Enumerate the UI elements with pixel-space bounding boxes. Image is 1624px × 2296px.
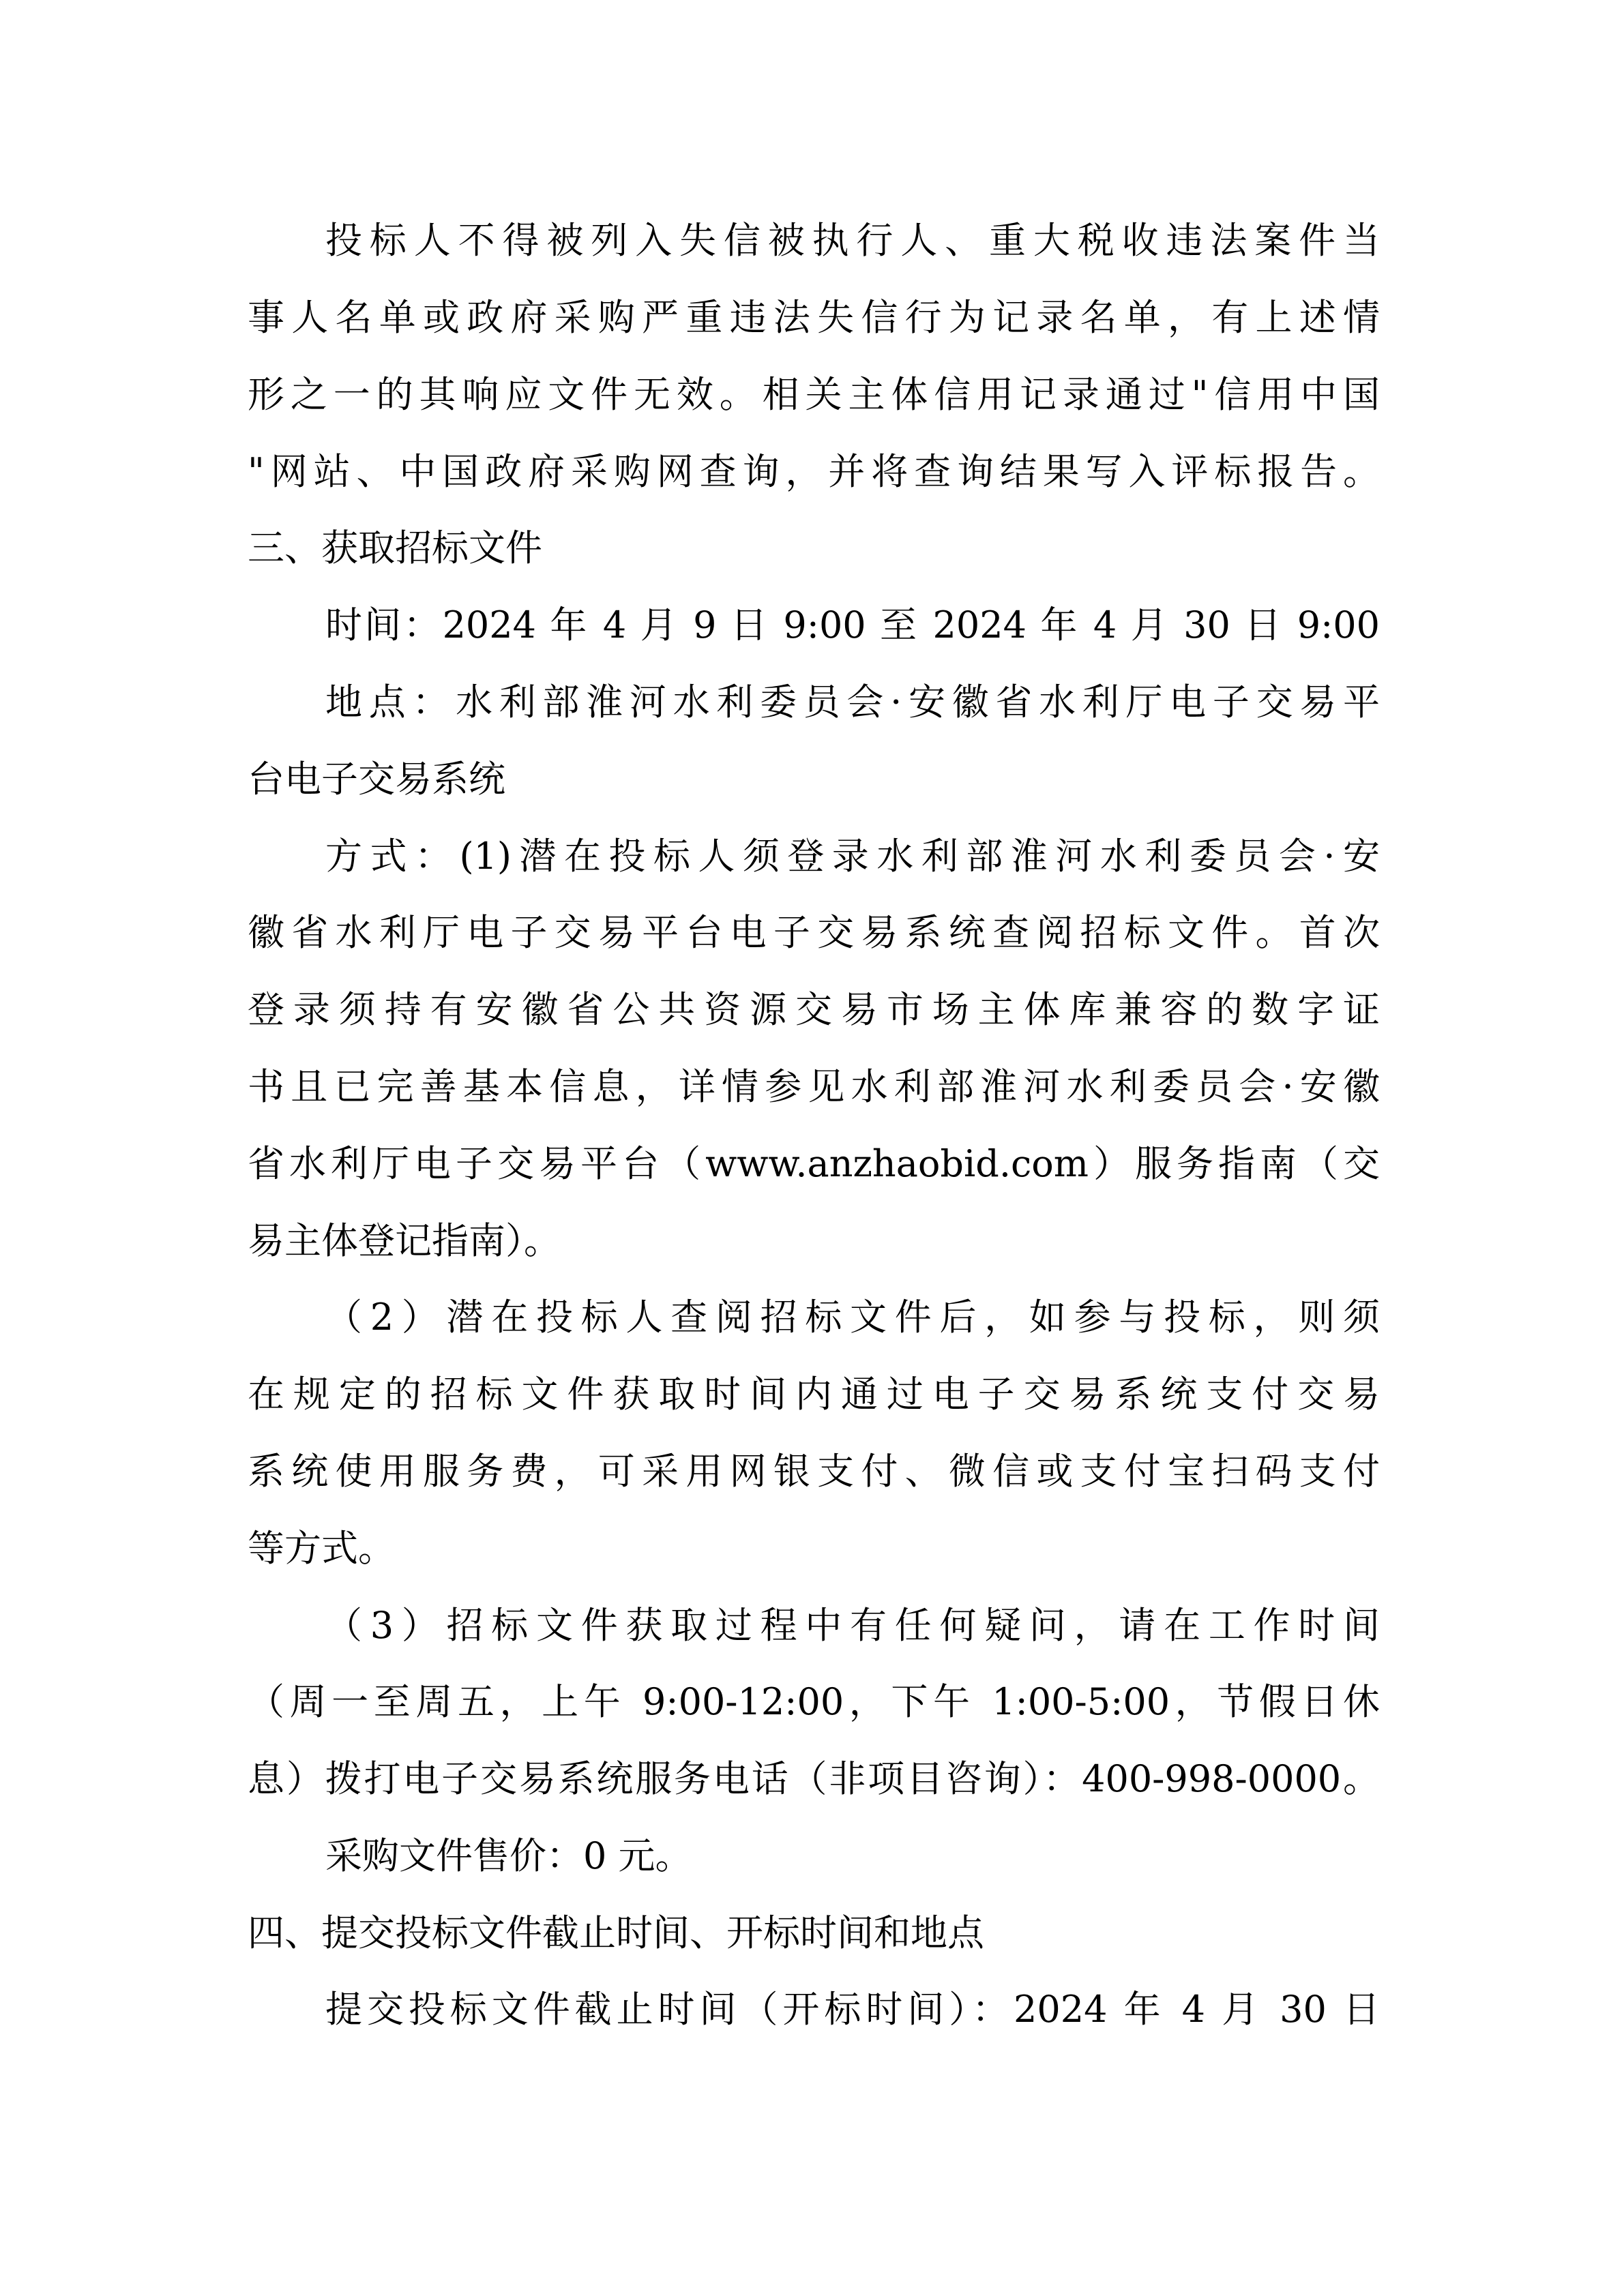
- deadline-line: 提交投标文件截止时间（开标时间）：2024 年 4 月 30 日: [325, 1988, 1380, 2031]
- method2-line-1: （2）潜在投标人查阅招标文件后，如参与投标，则须: [325, 1296, 1380, 1339]
- method1-line-2: 徽省水利厅电子交易平台电子交易系统查阅招标文件。首次: [248, 911, 1380, 954]
- method1-line-5-with-website: 省水利厅电子交易平台（www.anzhaobid.com）服务指南（交: [248, 1142, 1380, 1185]
- paragraph-credit-line-2: 事人名单或政府采购严重违法失信行为记录名单，有上述情: [248, 296, 1380, 339]
- method2-line-3: 系统使用服务费，可采用网银支付、微信或支付宝扫码支付: [248, 1450, 1380, 1493]
- section-heading-deadline: 四、提交投标文件截止时间、开标时间和地点: [248, 1911, 984, 1954]
- paragraph-credit-line-1: 投标人不得被列入失信被执行人、重大税收违法案件当: [325, 219, 1380, 262]
- method2-line-2: 在规定的招标文件获取时间内通过电子交易系统支付交易: [248, 1373, 1380, 1416]
- document-price-line: 采购文件售价：0 元。: [325, 1834, 692, 1877]
- method1-line-6: 易主体登记指南）。: [248, 1219, 561, 1262]
- method3-line-3-phone: 息）拨打电子交易系统服务电话（非项目咨询）：400-998-0000。: [248, 1757, 1380, 1800]
- method2-line-4: 等方式。: [248, 1527, 395, 1570]
- obtain-time-line: 时间：2024 年 4 月 9 日 9:00 至 2024 年 4 月 30 日 9:00: [325, 603, 1380, 646]
- method3-line-1: （3）招标文件获取过程中有任何疑问，请在工作时间: [325, 1604, 1380, 1647]
- section-heading-obtain-documents: 三、获取招标文件: [248, 526, 542, 569]
- method1-line-1: 方式：(1)潜在投标人须登录水利部淮河水利委员会·安: [325, 835, 1380, 878]
- paragraph-credit-line-3: 形之一的其响应文件无效。相关主体信用记录通过"信用中国: [248, 373, 1380, 416]
- method1-line-4: 书且已完善基本信息，详情参见水利部淮河水利委员会·安徽: [248, 1065, 1380, 1108]
- obtain-location-line-1: 地点：水利部淮河水利委员会·安徽省水利厅电子交易平: [325, 681, 1380, 724]
- obtain-location-line-2: 台电子交易系统: [248, 758, 505, 801]
- method3-line-2: （周一至周五，上午 9:00-12:00，下午 1:00-5:00，节假日休: [248, 1680, 1380, 1723]
- paragraph-credit-line-4: "网站、中国政府采购网查询，并将查询结果写入评标报告。: [248, 450, 1380, 493]
- method1-line-3: 登录须持有安徽省公共资源交易市场主体库兼容的数字证: [248, 988, 1380, 1031]
